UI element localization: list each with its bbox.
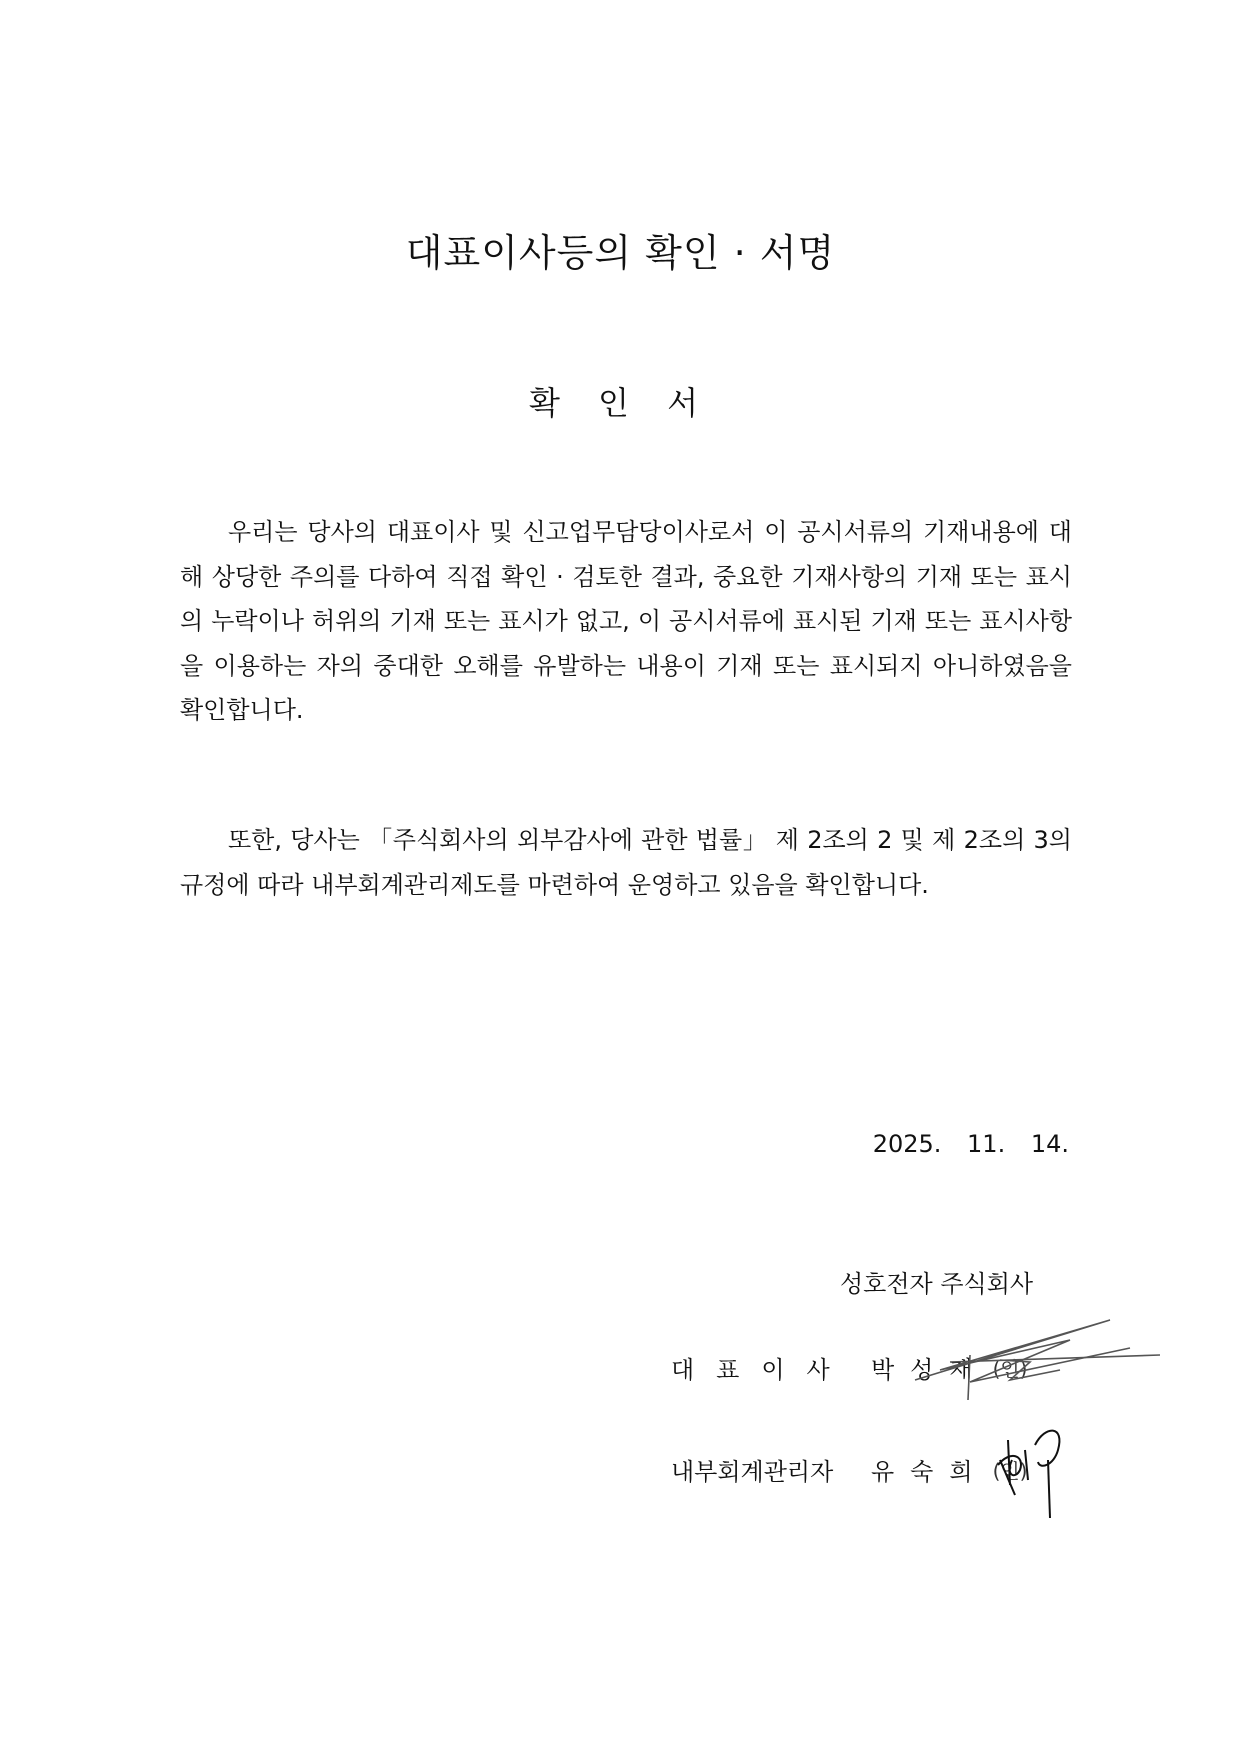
document-title: 대표이사등의 확인 · 서명: [405, 231, 836, 275]
document-date: 2025. 11. 14.: [872, 1130, 1069, 1158]
document-subtitle: 확 인 서: [528, 384, 713, 422]
confirmation-paragraph: [180, 510, 1072, 733]
internal-control-signature-icon: [990, 1420, 1080, 1520]
internal-control-paragraph: [180, 818, 1072, 907]
signatory-name: 박성재: [871, 1356, 989, 1384]
company-name: 성호전자 주식회사: [840, 1270, 1034, 1298]
signatory-internal-control: [671, 1452, 1028, 1487]
seal-mark: (인): [992, 1357, 1028, 1381]
signatory-name: 유숙희: [871, 1458, 989, 1486]
paragraph-text: 또한, 당사는 「주식회사의 외부감사에 관한 법률」 제 2조의 2 및 제 2조의 3의 규정에 따라 내부회계관리제도를 마련하여 운영하고 있음을 확인합니다.: [180, 826, 1072, 899]
signatory-role: 대표이사: [671, 1356, 852, 1384]
signatory-role: 내부회계관리자: [671, 1458, 834, 1486]
paragraph-text: 우리는 당사의 대표이사 및 신고업무담당이사로서 이 공시서류의 기재내용에 대해 상당한 주의를 다하여 직접 확인 · 검토한 결과, 중요한 기재사항의 기재 또는 표시의 누락이나 허위의 기재 또는 표시가 없고, 이 공시서류에 표시된 기재 또는 표시사항을 이용하는 자의 중대한 오해를 유발하는 내용이 기재 또는 표시되지 아니하였음을 확인합니다.: [180, 518, 1072, 724]
ceo-signature-icon: [910, 1300, 1160, 1410]
seal-mark: (인): [992, 1459, 1028, 1483]
